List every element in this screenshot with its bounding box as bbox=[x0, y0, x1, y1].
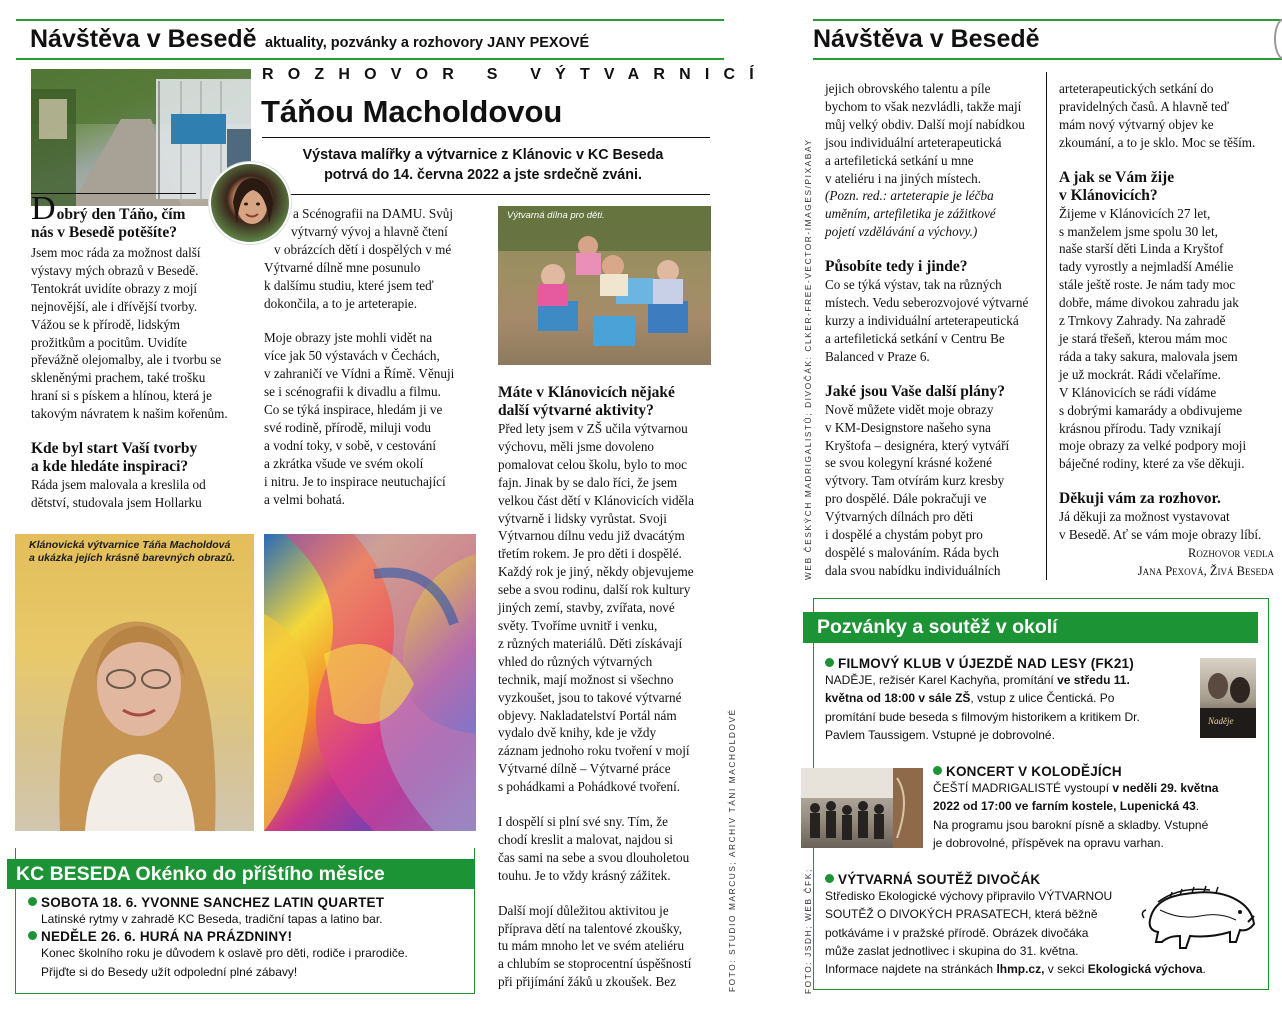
column-1-answer-1: Jsem moc ráda za možnost další výstavy mých obrazů v Besedě. Tentokrát uvidíte obrazy z mojí nejnovější, ale i dřívější tvorby. Vážou se k přírodě, lidským prožitkům a pocitům. Uvidíte převážně olejomalby, ale i tvorbu se skleněnými prachem, také trošku hraní si s pískem a hlínou, která je takovým návratem k našim kořenům. bbox=[31, 245, 228, 422]
contest-body: Středisko Ekologické výchovy připravilo VÝTVARNOU SOUTĚŽ O DIVOKÝCH PRASATECH, která běžně potkáváme i v pražské přírodě. Obrázek divočáka může zaslat jednotlivec i skupina do 31. května. Informace najdete na stránkách lhmp.cz, v sekci Ekologická výchova. bbox=[825, 889, 1206, 977]
drop-cap: D bbox=[31, 190, 56, 227]
right-header-title: Návštěva v Besedě bbox=[813, 25, 1040, 53]
signature-line-2: Jana Pexová, Živá Beseda bbox=[1137, 564, 1274, 579]
artist-portrait-photo bbox=[15, 534, 254, 831]
question-6-line-2: v Klánovicích? bbox=[1059, 186, 1158, 204]
column-divider bbox=[1046, 72, 1047, 580]
question-3 bbox=[498, 384, 716, 420]
film-club-body: NADĚJE, režisér Karel Kachyňa, promítání ve středu 11. května od 18:00 v sále ZŠ, vstup z ulice Čentická. Po promítání bude beseda s filmovým historikem a kritikem Dr. Pavlem Taussigem. Vstupné je dobrovolné. bbox=[825, 673, 1140, 742]
header-bottom-rule bbox=[16, 58, 724, 60]
header-top-rule bbox=[16, 19, 724, 21]
kc-event-1-head: SOBOTA 18. 6. YVONNE SANCHEZ LATIN QUARTET bbox=[28, 895, 468, 910]
column-a-text-2: Co se týká výstav, tak na různých místech. Vedu seberozvojové výtvarné kurzy a individuální arteterapeutická a artefiletická setkání v Centru Be Balanced v Praze 6. bbox=[825, 277, 1029, 364]
portrait-caption-line-1: Klánovická výtvarnice Táňa Macholdová bbox=[29, 539, 231, 551]
question-2-line-1: Kde byl start Vaší tvorby bbox=[31, 440, 198, 458]
column-b bbox=[1059, 80, 1274, 580]
invitations-banner: Pozvánky a soutěž v okolí bbox=[803, 612, 1258, 643]
film-club-head: FILMOVÝ KLUB V ÚJEZDĚ NAD LESY (FK21) bbox=[825, 656, 1205, 671]
concert-photo bbox=[801, 768, 923, 848]
kc-beseda-banner: KC BESEDA Okénko do příštího měsíce bbox=[7, 859, 474, 889]
concert-body: ČEŠTÍ MADRIGALISTÉ vystoupí v neděli 29. května 2022 od 17:00 ve farním kostele, Lupenická 43. Na programu jsou barokní písně a skladby. Vstupné je dobrovolné, příspěvek na opravu varhan. bbox=[933, 781, 1219, 850]
portrait-caption-line-2: a ukázka jejích krásně barevných obrazů. bbox=[29, 552, 236, 564]
kc-events bbox=[28, 895, 468, 981]
column-a bbox=[825, 80, 1049, 580]
column-1 bbox=[31, 190, 246, 512]
signature-line-1: Rozhovor vedla bbox=[1188, 546, 1274, 561]
lead-line-1: Výstava malířky a výtvarnice z Klánovic v KC Beseda bbox=[302, 147, 664, 163]
question-6-line-1: A jak se Vám žije bbox=[1059, 168, 1175, 186]
question-6 bbox=[1059, 169, 1274, 205]
question-7: Děkuji vám za rozhovor. bbox=[1059, 490, 1221, 508]
painting-illustration bbox=[264, 534, 476, 831]
kc-event-2-head: NEDĚLE 26. 6. HURÁ NA PRÁZDNINY! bbox=[28, 929, 468, 944]
question-2-line-2: a kde hledáte inspiraci? bbox=[31, 458, 189, 476]
contest-event bbox=[825, 872, 1206, 978]
right-header-top-rule bbox=[813, 19, 1282, 21]
workshop-caption: Výtvarná dílna pro děti. bbox=[507, 210, 605, 221]
bullet-icon bbox=[28, 897, 37, 906]
kc-event-2-body: Konec školního roku je důvodem k oslavě pro děti, rodiče i prarodiče. Přijďte si do Besedy užít odpolední plné zábavy! bbox=[41, 946, 408, 979]
concert-head: KONCERT V KOLODĚJÍCH bbox=[933, 764, 1273, 779]
workshop-illustration bbox=[498, 206, 711, 365]
choir-illustration bbox=[801, 768, 923, 848]
right-credit-vertical-1: WEB ČESKÝCH MADRIGALISTŮ; DIVOČÁK: CLKER-FREE-VECTOR-IMAGES/PIXABAY bbox=[803, 138, 813, 580]
right-header-bottom-rule bbox=[813, 58, 1282, 60]
bullet-icon bbox=[825, 658, 834, 667]
interview-kicker: ROZHOVOR S VÝTVARNICÍ bbox=[262, 66, 768, 83]
boar-drawing bbox=[1140, 880, 1258, 958]
contest-head: VÝTVARNÁ SOUTĚŽ DIVOČÁK bbox=[825, 872, 1155, 887]
wild-boar-icon bbox=[1140, 880, 1258, 958]
question-1-line-2: nás v Besedě potěšíte? bbox=[31, 224, 177, 241]
bullet-icon bbox=[28, 931, 37, 940]
right-credit-vertical-2: FOTO: JSDH; WEB ČFK; bbox=[803, 868, 813, 994]
column-3 bbox=[498, 384, 716, 991]
portrait-illustration bbox=[15, 534, 254, 831]
kc-event-1-body: Latinské rytmy v zahradě KC Beseda, tradiční tapas a latino bar. bbox=[41, 912, 383, 926]
portrait-caption bbox=[29, 539, 235, 565]
question-3-line-2: další výtvarné aktivity? bbox=[498, 402, 654, 419]
concert-event bbox=[933, 764, 1273, 852]
signature bbox=[1059, 544, 1274, 580]
headline-rule bbox=[262, 137, 710, 138]
film-poster bbox=[1200, 658, 1256, 738]
column-2: a Scénografii na DAMU. Svůj výtvarný vývoj a hlavně čtení v obrázcích dětí i dospělých v mé Výtvarné dílně mne posunulo k dalšímu studiu, které jsem teď dokončila, a to je arteterapie. Moje obrazy jste mohli vidět na více jak 50 výstavách v Čechách, v zahraničí ve Vídni a Římě. Věnuji se i scénografii k divadlu a filmu. Co se týká inspirace, hledám ji ve své rodině, přírodě, miluji vodu a vodní toky, v sobě, v cestování a zkrátka všude ve svém okolí i nitru. Je to inspirace neutuchající a velmi bohatá. bbox=[264, 206, 455, 507]
left-header-subtitle: aktuality, pozvánky a rozhovory JANY PEXOVÉ bbox=[265, 35, 590, 51]
kc-event-2 bbox=[28, 929, 468, 981]
question-5: Jaké jsou Vaše další plány? bbox=[825, 382, 1006, 400]
column-a-text-3: Nově můžete vidět moje obrazy v KM-Designstore našeho syna Kryštofa – designéra, který vytváří se svou kolegyní krásné kožené výtvory. Tam otvírám kurz kresby pro dospělé. Dále pokračuji ve Výtvarných dílnách pro děti i dospělé a chystám pobyt pro dospělé s malováním. Ráda bych dala svou nabídku individuálních bbox=[825, 401, 1010, 578]
question-1 bbox=[31, 190, 246, 242]
interview-headline: Táňou Macholdovou bbox=[261, 94, 563, 129]
bullet-icon bbox=[825, 874, 834, 883]
column-a-text-1: jejich obrovského talentu a píle bychom to však nezvládli, takže mají můj velký obdiv. Další mojí nabídkou jsou individuální arteterapeutická a artefiletická setkání u mne v ateliéru i na jiných místech. (Pozn. red.: arteterapie je léčba uměním, artefiletika je zážitkové pojetí vzdělávání a výchovy.) bbox=[825, 81, 1025, 240]
left-header bbox=[30, 25, 589, 54]
workshop-photo bbox=[498, 206, 711, 365]
photo-credit-vertical: FOTO: STUDIO MARCUS; ARCHIV TÁNI MACHOLDOVÉ bbox=[727, 708, 737, 992]
film-poster-illustration bbox=[1200, 658, 1256, 738]
column-b-text-1: arteterapeutických setkání do pravidelných časů. A hlavně teď mám nový výtvarný objev ke zkoumání, a to je sklo. Moc se těším. bbox=[1059, 81, 1256, 150]
column-1-answer-2: Ráda jsem malovala a kreslila od dětství, studovala jsem Hollarku bbox=[31, 477, 206, 510]
column-b-text-2: Žijeme v Klánovicích 27 let, s manželem jsme spolu 30 let, naše starší děti Linda a Kryštof tady vyrostly a nejmladší Amélie stále ještě roste. Je nám tady moc dobře, máme divokou zahradu jak z Trnkovy Zahrady. Na zahradě je stará třešeň, kterou mám moc ráda a taky sakura, malovala jsem je už mockrát. Rádi včelaříme. V Klánovicích se rádi vídáme s dobrými kamarády a obdivujeme krásnou přírodu. Tady vznikají moje obrazy za velké podpory moji báječné rodiny, které za vše děkuji. bbox=[1059, 205, 1247, 472]
col1-top-rule bbox=[31, 193, 196, 194]
question-2 bbox=[31, 440, 246, 476]
lead-line-2: potrvá do 14. června 2022 a jste srdečně zváni. bbox=[324, 167, 642, 183]
lead-text bbox=[256, 145, 710, 185]
column-3-text: Před lety jsem v ZŠ učila výtvarnou výchovu, měli jsme dovoleno pomalovat celou školu, bylo to moc fajn. Jinak by se dalo říci, že jsem velkou část dětí v Klánovicích viděla výtvarně i lidsky vyrůstat. Svoji Výtvarnou dílnu vedu již dvacátým třetím rokem. Je pro děti i dospělé. Každý rok je jiný, někdy objevujeme sebe a svou rodinu, další rok kultury jiných zemí, stavby, zvířata, nové světy. Tvoříme uvnitř i venku, z různých materiálů. Děti získávají vhled do různých výtvarných technik, mají možnost si všechno vyzkoušet, jsou to takové výtvarné objevy. Nakladatelství Portál nám vydalo dvě knihy, kde je vždy záznam jednoho roku tvoření v mojí Výtvarné dílně – Výtvarné práce s pohádkami a Pohádkové tvoření. I dospělí si plní své sny. Tím, že chodí kreslit a malovat, najdou si čas sami na sebe a svou dlouholetou touhu. Je to vždy krásný zážitek. Další mojí důležitou aktivitou je příprava dětí na talentové zkoušky, tu mám mnoho let ve svém ateliéru a chlubím se stoprocentní úspěšností při přijímání žáků u zkoušek. Bez bbox=[498, 421, 694, 990]
page-curl-icon bbox=[1274, 18, 1282, 60]
film-club-event bbox=[825, 656, 1205, 744]
left-header-title: Návštěva v Besedě bbox=[30, 25, 257, 53]
lead-rule bbox=[262, 194, 710, 195]
question-3-line-1: Máte v Klánovicích nějaké bbox=[498, 384, 675, 401]
question-4: Působíte tedy i jinde? bbox=[825, 258, 968, 276]
bullet-icon bbox=[933, 766, 942, 775]
right-page bbox=[730, 0, 1282, 1012]
kc-event-1 bbox=[28, 895, 468, 928]
column-b-text-3: Já děkuji za možnost vystavovat v Besedě. Ať se vám moje obrazy líbí. bbox=[1059, 509, 1262, 543]
film-poster-title: Naděje bbox=[1208, 716, 1234, 726]
painting-photo bbox=[264, 534, 476, 831]
question-1-line-1: obrý den Táňo, čím bbox=[56, 206, 186, 223]
